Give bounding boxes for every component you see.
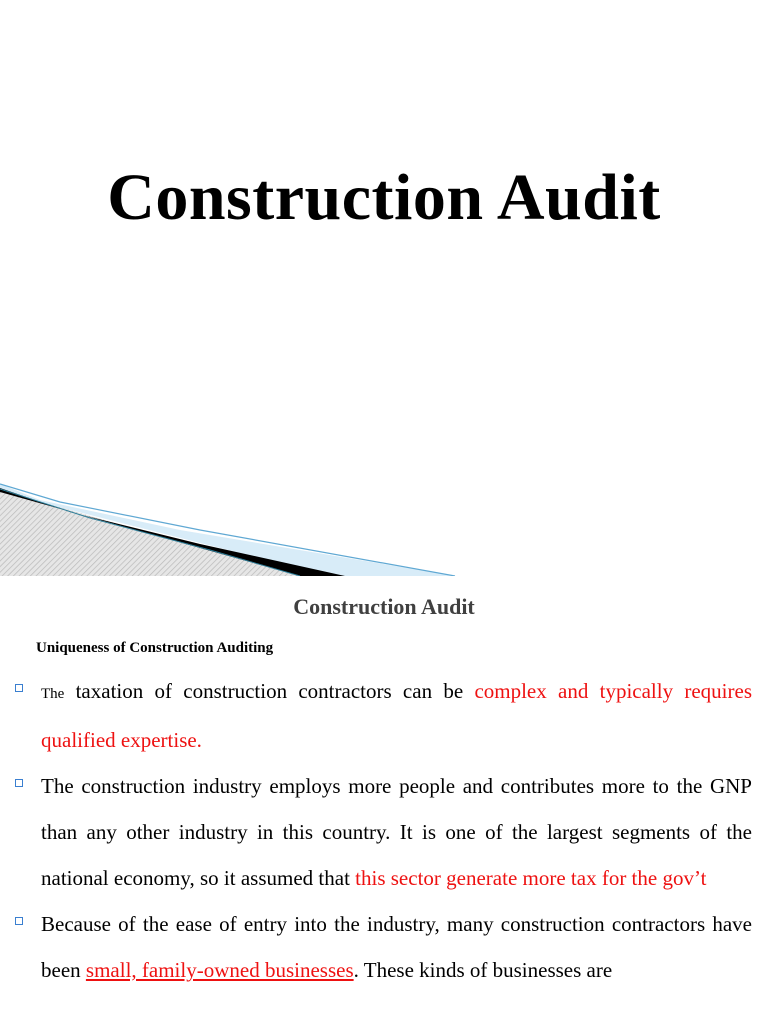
bullet-lead-text: The — [41, 686, 65, 702]
square-bullet-icon — [15, 779, 23, 787]
bullet-highlight-text: this sector generate more tax for the gov’t — [355, 866, 707, 890]
bullet-text-continued: . These kinds of businesses are — [353, 958, 613, 982]
decorative-swoosh — [0, 470, 768, 576]
square-bullet-icon — [15, 917, 23, 925]
bullet-text: The construction industry employs more people and contributes more to the GNP than any other industry in this country. It is one of the largest segments of the national economy, so it assumed that — [41, 774, 752, 890]
bullet-list — [0, 668, 768, 993]
bullet-highlight-text: small, family-owned businesses — [85, 958, 354, 982]
bullet-text: taxation of construction contractors can be — [64, 679, 475, 703]
content-slide-title: Construction Audit — [293, 594, 475, 619]
slide-title: Construction Audit — [107, 161, 661, 234]
list-item — [0, 763, 768, 901]
bullet-text: Because of the ease of entry into the industry, many construction contractors have been — [41, 912, 752, 982]
square-bullet-icon — [15, 684, 23, 692]
section-subheading: Uniqueness of Construction Auditing — [36, 640, 274, 656]
bullet-highlight-text: complex and typically requires qualified expertise. — [41, 679, 752, 752]
list-item — [0, 668, 768, 763]
list-item — [0, 901, 768, 993]
content-slide — [0, 576, 768, 1024]
